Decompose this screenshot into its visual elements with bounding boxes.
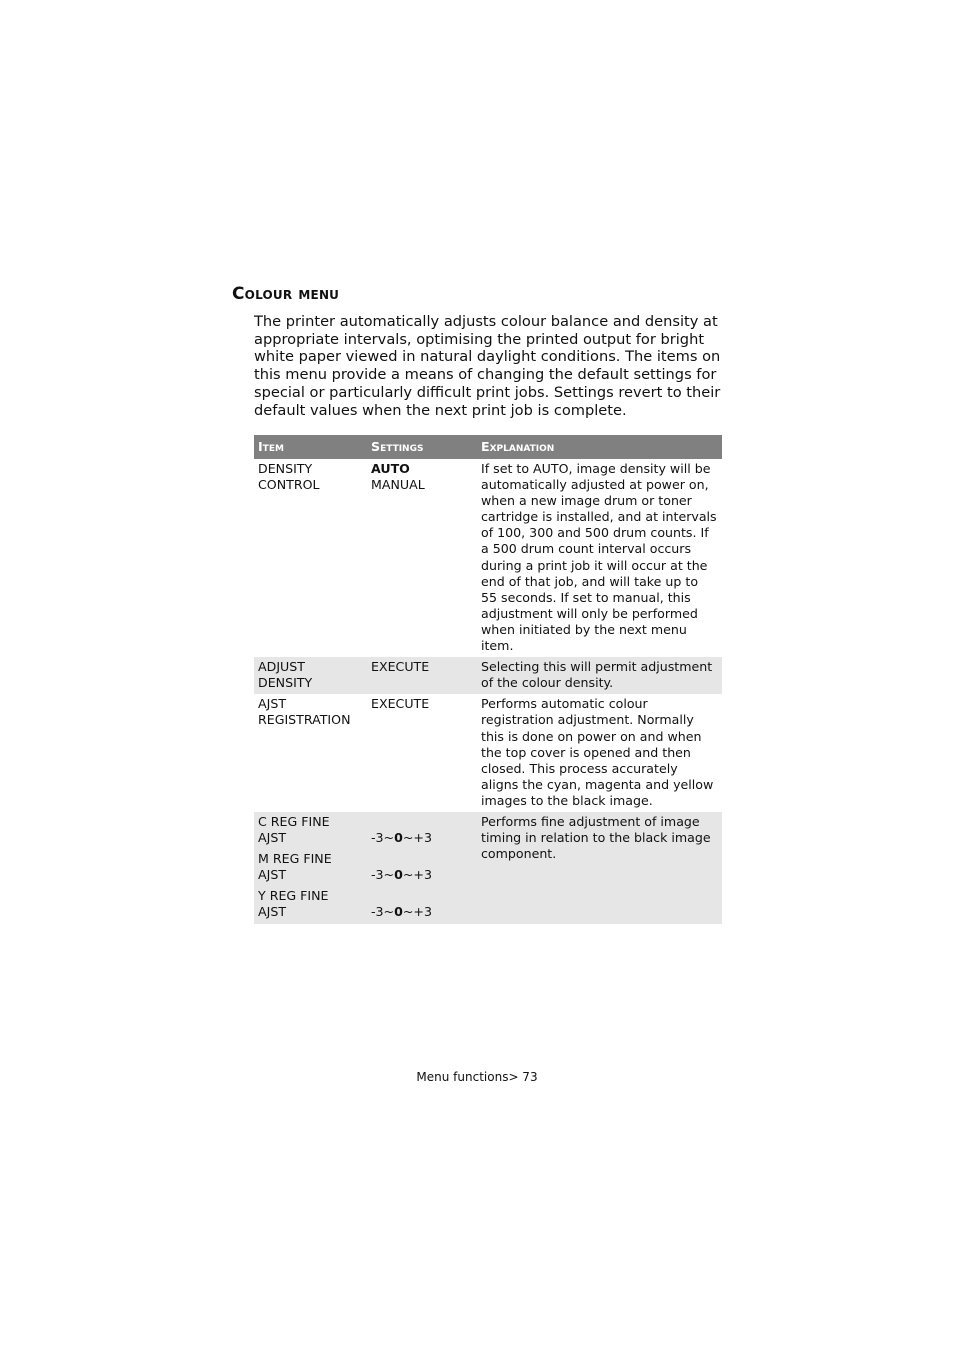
fine-setting (371, 888, 473, 920)
item-line: DENSITY (258, 461, 313, 476)
explanation-cell: Performs automatic colour registration adjustment. Normally this is done on power on and when the top cover is opened and then closed. This process accurately aligns the cyan, magenta and yellow images to the black image. (481, 696, 714, 808)
table-row-ajst-registration (254, 694, 722, 812)
item-line: AJST (258, 904, 287, 920)
range-default: 0 (394, 904, 403, 920)
item-line: CONTROL (258, 477, 320, 493)
range-end: ~+3 (402, 830, 432, 846)
item-line: AJST (258, 830, 287, 846)
item-line: Y REG FINE (258, 888, 329, 904)
header-item: Item (254, 435, 367, 459)
table-row-adjust-density (254, 657, 722, 694)
item-line: DENSITY (258, 675, 313, 691)
item-cell (254, 812, 367, 924)
settings-cell: EXECUTE (371, 696, 430, 712)
settings-default: AUTO (371, 461, 410, 476)
header-settings: Settings (367, 435, 477, 459)
item-cell (254, 459, 367, 657)
item-line: REGISTRATION (258, 712, 351, 728)
fine-setting (371, 814, 473, 846)
settings-cell: EXECUTE (367, 657, 477, 694)
settings-cell (367, 459, 477, 657)
settings-cell (367, 812, 477, 924)
header-explanation: Explanation (477, 435, 722, 459)
explanation-cell: Performs fine adjustment of image timing in relation to the black image component. (477, 812, 722, 924)
fine-setting (371, 851, 473, 883)
range-default: 0 (394, 830, 403, 846)
item-cell (254, 694, 367, 812)
item-cell (254, 657, 367, 694)
explanation-cell: If set to AUTO, image density will be automatically adjusted at power on, when a new image drum or toner cartridge is installed, and at intervals of 100, 300 and 500 drum counts. If a 500 drum count interval occurs during a print job it will occur at the end of that job, and will take up to 55 seconds. If set to manual, this adjustment will only be performed when initiated by the next menu item. (481, 461, 717, 654)
range-start: -3~ (371, 867, 395, 883)
fine-item (258, 851, 363, 883)
range-end: ~+3 (402, 904, 432, 920)
fine-item (258, 888, 363, 920)
range-default: 0 (394, 867, 403, 883)
item-line: M REG FINE (258, 851, 332, 867)
table-row-reg-fine-ajst (254, 812, 722, 924)
section-heading: Colour menu (232, 284, 340, 304)
range-start: -3~ (371, 904, 395, 920)
table-header-row (254, 435, 722, 459)
item-line: ADJUST (258, 659, 305, 675)
item-line: AJST (258, 696, 287, 712)
range-end: ~+3 (402, 867, 432, 883)
item-line: AJST (258, 867, 287, 883)
fine-item (258, 814, 363, 846)
table-row-density-control (254, 459, 722, 657)
colour-menu-table (254, 435, 722, 924)
item-line: C REG FINE (258, 813, 330, 829)
range-start: -3~ (371, 830, 395, 846)
page-footer: Menu functions> 73 (416, 1070, 538, 1084)
explanation-cell: Selecting this will permit adjustment of the colour density. (477, 657, 722, 694)
settings-option: MANUAL (371, 477, 425, 493)
intro-paragraph: The printer automatically adjusts colour balance and density at appropriate intervals, optimising the printed output for bright white paper viewed in natural daylight conditions. The items on this menu provide a means of changing the default settings for special or particularly difficult print jobs. Settings revert to their default values when the next print job is complete. (254, 313, 721, 419)
